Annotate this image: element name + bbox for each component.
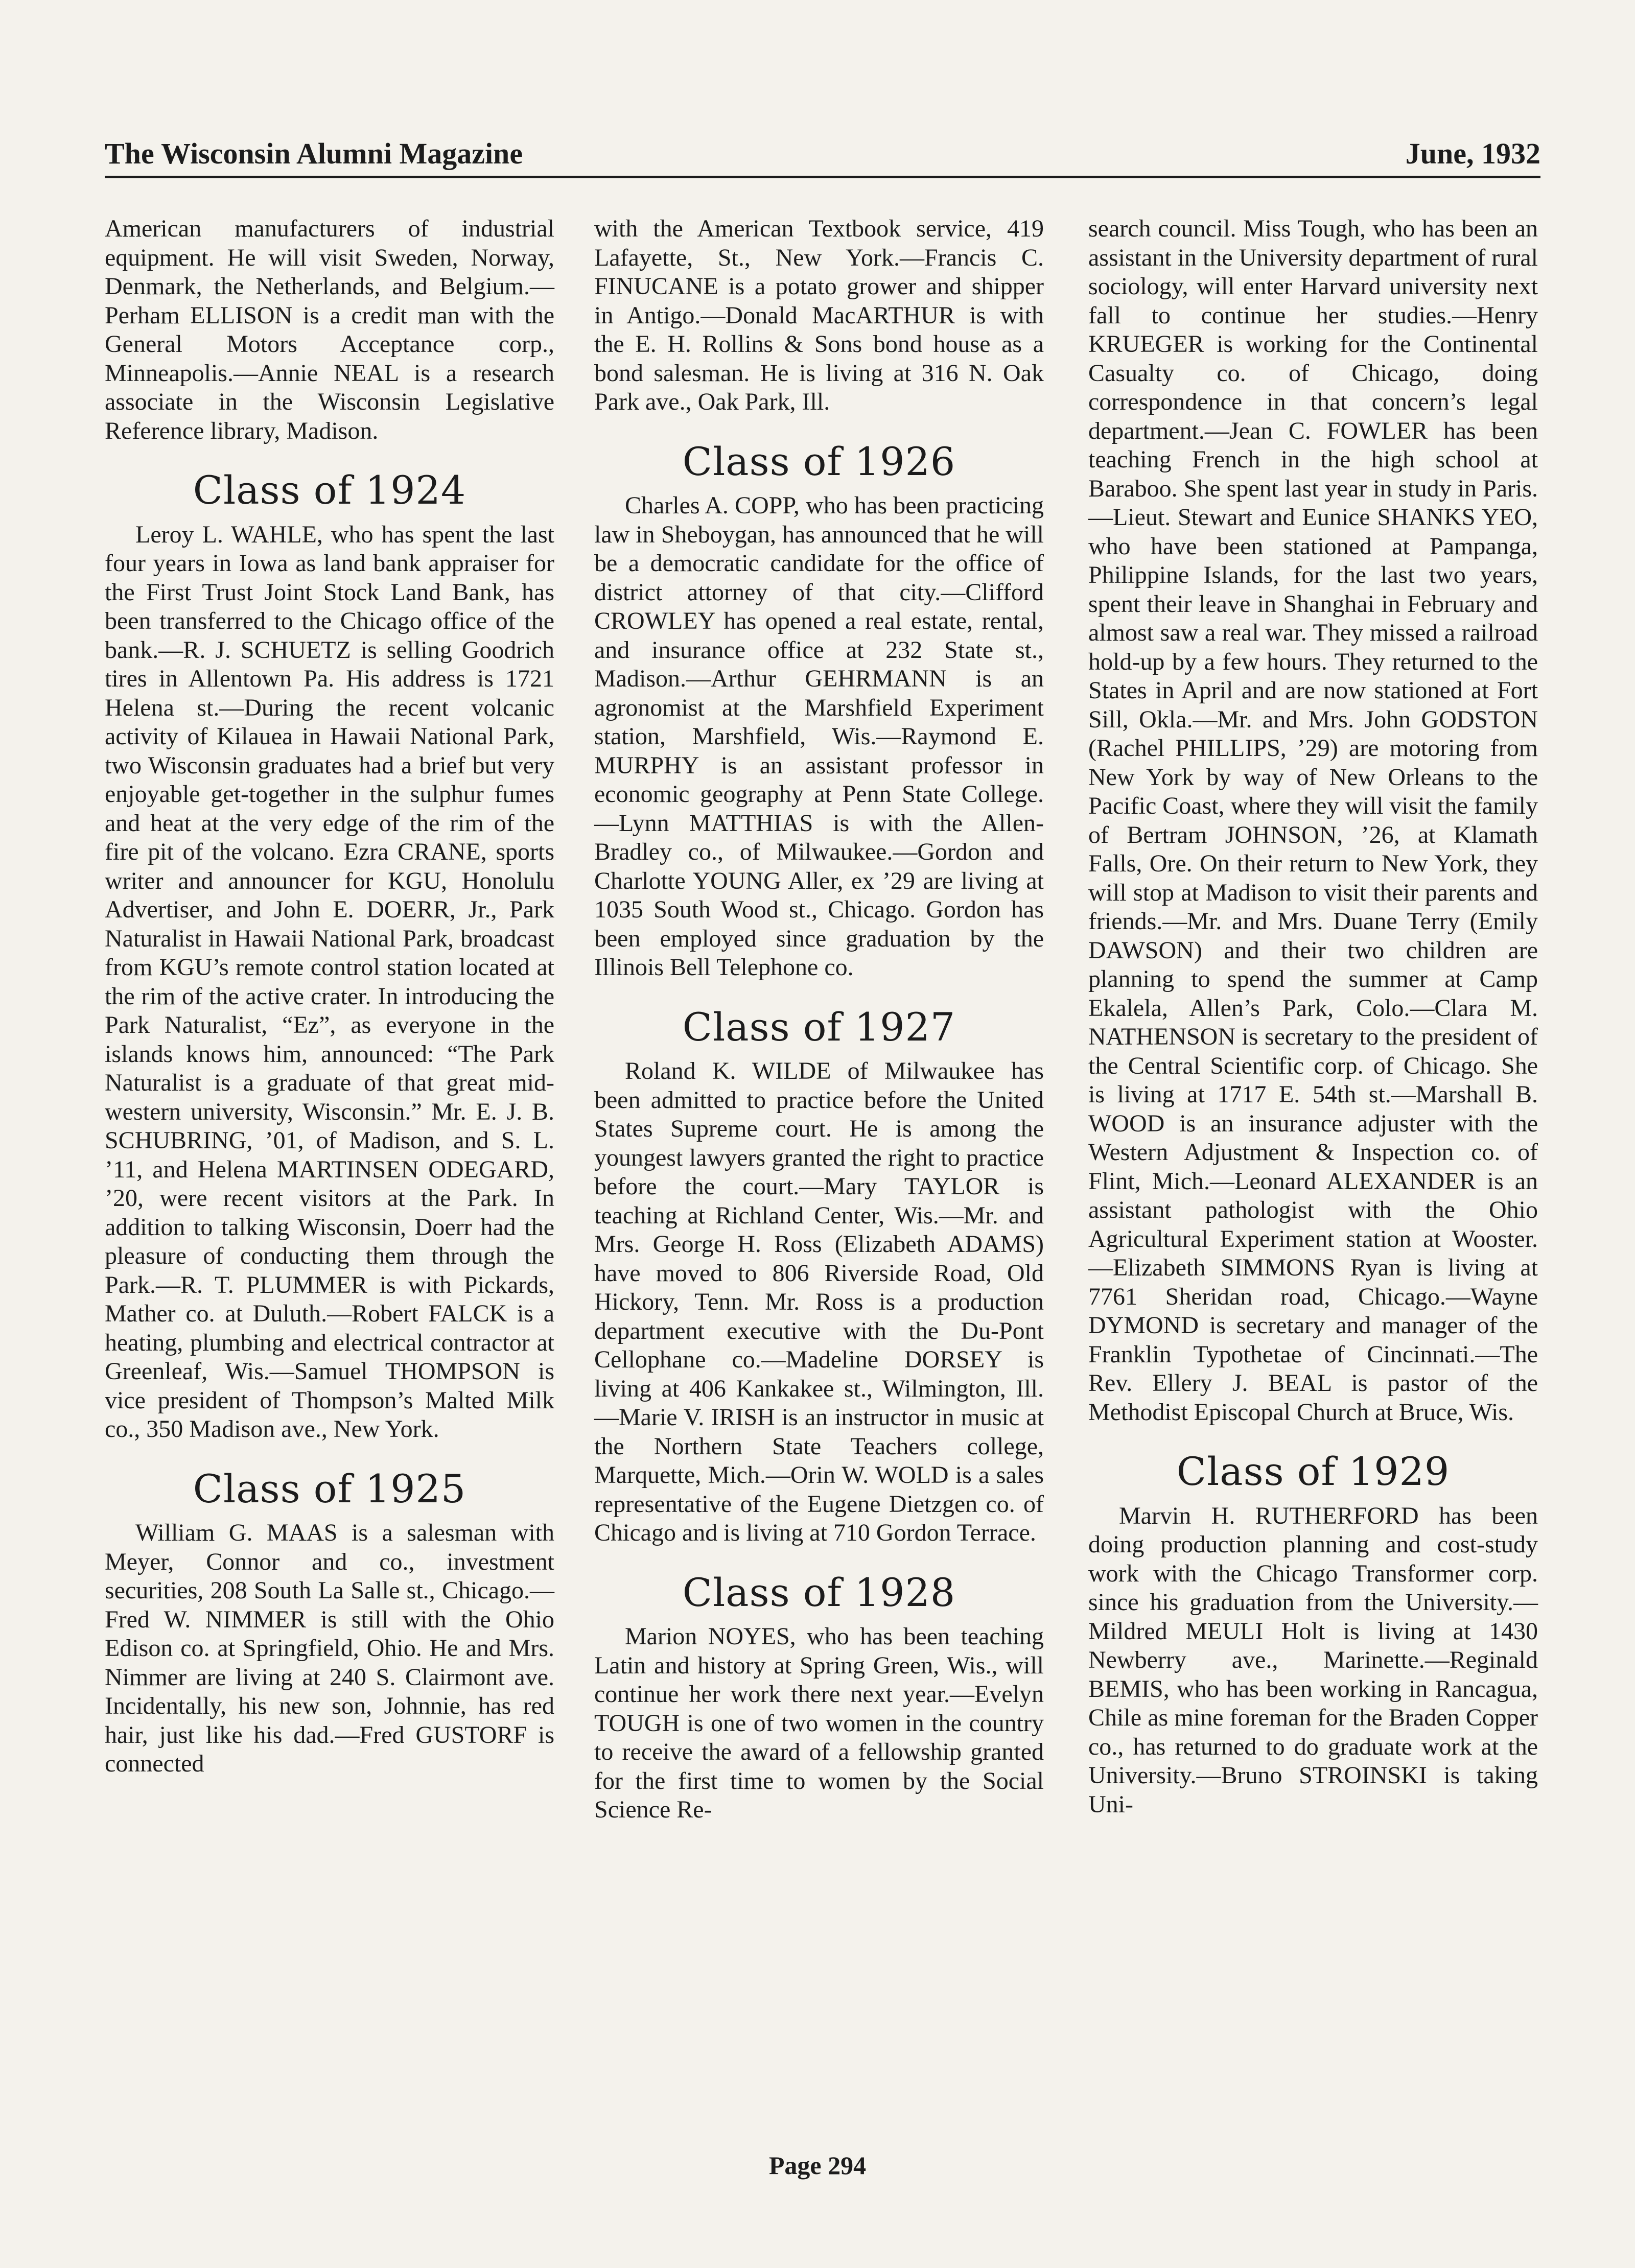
paragraph: American manufacturers of industrial equipment. He will visit Sweden, Norway, Denmark, the Netherlands, and Belgium.—Perham ELLISON is a credit man with the General Motors Acceptance corp., Minneapolis.—Annie NEAL is a research associate in the Wisconsin Legislative Reference library, Madison. bbox=[105, 215, 554, 444]
paragraph: Charles A. COPP, who has been practicing law in Sheboygan, has announced that he will be a democratic candidate for the office of district attorney of that city.—Clifford CROWLEY has opened a real estate, rental, and insurance office at 232 State st., Madison.—Arthur GEHRMANN is an agronomist at the Marshfield Experiment station, Marshfield, Wis.—Raymond E. MURPHY is an assistant professor in economic geography at Penn State College.—Lynn MATTHIAS is with the Allen-Bradley co., of Milwaukee.—Gordon and Charlotte YOUNG Aller, ex ’29 are living at 1035 South Wood st., Chicago. Gordon has been employed since graduation by the Illinois Bell Telephone co. bbox=[594, 492, 1044, 981]
paragraph: William G. MAAS is a salesman with Meyer, Connor and co., investment securities, 208 South La Salle st., Chicago.—Fred W. NIMMER is still with the Ohio Edison co. at Springfield, Ohio. He and Mrs. Nimmer are living at 240 S. Clairmont ave. Incidentally, his new son, Johnnie, has red hair, just like his dad.—Fred GUSTORF is connected bbox=[105, 1519, 554, 1777]
magazine-title: The Wisconsin Alumni Magazine bbox=[105, 137, 523, 170]
section-heading-1929: Class of 1929 bbox=[1176, 1449, 1450, 1494]
page-number: Page 294 bbox=[768, 2151, 867, 2180]
column-2 bbox=[594, 215, 1044, 1825]
paragraph: Marion NOYES, who has been teaching Latin and history at Spring Green, Wis., will continue her work there next year.—Evelyn TOUGH is one of two women in the country to receive the award of a fellowship granted for the first time to women by the Social Science Re- bbox=[594, 1623, 1044, 1823]
column-1 bbox=[105, 215, 554, 1779]
section-heading-1926: Class of 1926 bbox=[682, 438, 956, 484]
section-heading-1928: Class of 1928 bbox=[682, 1569, 956, 1615]
column-3 bbox=[1088, 215, 1538, 1819]
section-heading-1927: Class of 1927 bbox=[682, 1004, 956, 1050]
section-heading-1925: Class of 1925 bbox=[193, 1466, 466, 1511]
paragraph: search council. Miss Tough, who has been an assistant in the University department of rural sociology, will enter Harvard university next fall to continue her studies.—Henry KRUEGER is working for the Continental Casualty co. of Chicago, doing correspondence in that concern’s legal department.—Jean C. FOWLER has been teaching French in the high school at Baraboo. She spent last year in study in Paris.—Lieut. Stewart and Eunice SHANKS YEO, who have been stationed at Pampanga, Philippine Islands, for the last two years, spent their leave in Shanghai in February and almost saw a real war. They missed a railroad hold-up by a few hours. They returned to the States in April and are now stationed at Fort Sill, Okla.—Mr. and Mrs. John GODSTON (Rachel PHILLIPS, ’29) are motoring from New York by way of New Orleans to the Pacific Coast, where they will visit the family of Bertram JOHNSON, ’26, at Klamath Falls, Ore. On their return to New York, they will stop at Madison to visit their parents and friends.—Mr. and Mrs. Duane Terry (Emily DAWSON) and their two children are planning to spend the summer at Camp Ekalela, Allen’s Park, Colo.—Clara M. NATHENSON is secretary to the president of the Central Scientific corp. of Chicago. She is living at 1717 E. 54th st.—Marshall B. WOOD is an insurance adjuster with the Western Adjustment & Inspection co. of Flint, Mich.—Leonard ALEXANDER is an assistant pathologist with the Ohio Agricultural Experiment station at Wooster.—Elizabeth SIMMONS Ryan is living at 7761 Sheridan road, Chicago.—Wayne DYMOND is secretary and manager of the Franklin Typothetae of Cincinnati.—The Rev. Ellery J. BEAL is pastor of the Methodist Episcopal Church at Bruce, Wis. bbox=[1088, 215, 1538, 1426]
paragraph: Leroy L. WAHLE, who has spent the last four years in Iowa as land bank appraiser for the First Trust Joint Stock Land Bank, has been transferred to the Chicago office of the bank.—R. J. SCHUETZ is selling Goodrich tires in Allentown Pa. His address is 1721 Helena st.—During the recent volcanic activity of Kilauea in Hawaii National Park, two Wisconsin graduates had a brief but very enjoyable get-together in the sulphur fumes and heat at the very edge of the rim of the fire pit of the volcano. Ezra CRANE, sports writer and announcer for KGU, Honolulu Advertiser, and John E. DOERR, Jr., Park Naturalist in Hawaii National Park, broadcast from KGU’s remote control station located at the rim of the active crater. In introducing the Park Naturalist, “Ez”, as everyone in the islands knows him, announced: “The Park Naturalist is a graduate of that great mid-western university, Wisconsin.” Mr. E. J. B. SCHUBRING, ’01, of Madison, and S. L. ’11, and Helena MARTINSEN ODEGARD, ’20, were recent visitors at the Park. In addition to talking Wisconsin, Doerr had the pleasure of conducting them through the Park.—R. T. PLUMMER is with Pickards, Mather co. at Duluth.—Robert FALCK is a heating, plumbing and electrical contractor at Greenleaf, Wis.—Samuel THOMPSON is vice president of Thompson’s Malted Milk co., 350 Madison ave., New York. bbox=[105, 521, 554, 1443]
paragraph: Marvin H. RUTHERFORD has been doing production planning and cost-study work with the Chicago Transformer corp. since his graduation from the University.—Mildred MEULI Holt is living at 1430 Newberry ave., Marinette.—Reginald BEMIS, who has been working in Rancagua, Chile as mine foreman for the Braden Copper co., has returned to do graduate work at the University.—Bruno STROINSKI is taking Uni- bbox=[1088, 1502, 1538, 1818]
header-rule bbox=[105, 176, 1540, 178]
paragraph: with the American Textbook service, 419 Lafayette, St., New York.—Francis C. FINUCANE is a potato grower and shipper in Antigo.—Donald MacARTHUR is with the E. H. Rollins & Sons bond house as a bond salesman. He is living at 316 N. Oak Park ave., Oak Park, Ill. bbox=[594, 215, 1044, 415]
section-heading-1924: Class of 1924 bbox=[193, 467, 466, 513]
paragraph: Roland K. WILDE of Milwaukee has been admitted to practice before the United States Supreme court. He is among the youngest lawyers granted the right to practice before the court.—Mary TAYLOR is teaching at Richland Center, Wis.—Mr. and Mrs. George H. Ross (Elizabeth ADAMS) have moved to 806 Riverside Road, Old Hickory, Tenn. Mr. Ross is a production department executive with the Du-Pont Cellophane co.—Madeline DORSEY is living at 406 Kankakee st., Wilmington, Ill.—Marie V. IRISH is an instructor in music at the Northern State Teachers college, Marquette, Mich.—Orin W. WOLD is a sales representative of the Eugene Dietzgen co. of Chicago and is living at 710 Gordon Terrace. bbox=[594, 1057, 1044, 1546]
page-header bbox=[105, 134, 1540, 175]
issue-date: June, 1932 bbox=[1405, 137, 1540, 170]
